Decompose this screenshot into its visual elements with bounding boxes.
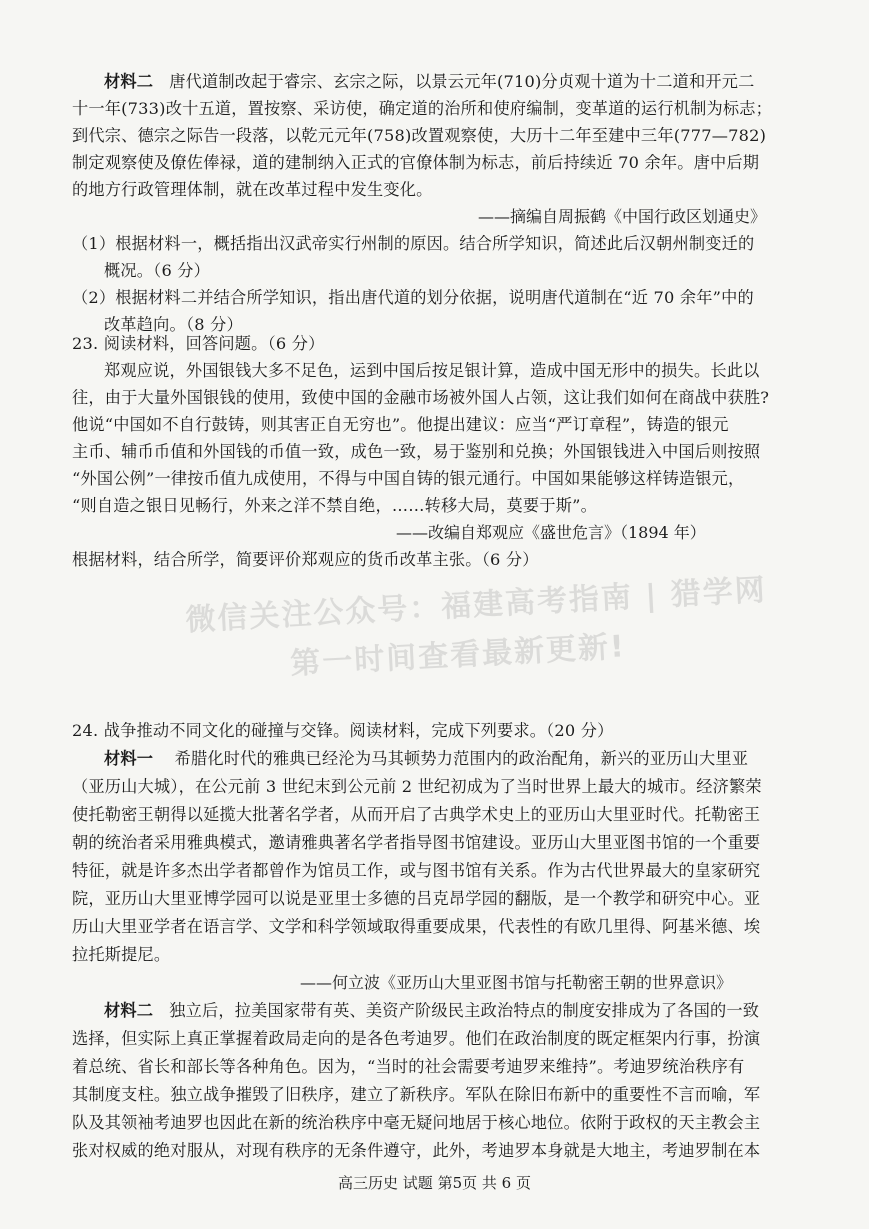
page-footer: 高三历史 试题 第5页 共 6 页 — [338, 1174, 531, 1192]
q23-line-3: 他说“中国如不自行鼓铸，则其害正自无穷也”。他提出建议：应当“严订章程”，铸造的银元 — [72, 415, 729, 434]
q24-material1-line-1: 材料一 希腊化时代的雅典已经沦为马其顿势力范围内的政治配角，新兴的亚历山大里亚 — [104, 749, 749, 768]
watermark-line-1: 微信关注公众号：福建高考指南 | 猎学网 — [184, 572, 768, 639]
q24-material2-line-2: 选择，但实际上真正掌握着政局走向的是各色考迪罗。他们在政治制度的既定框架内行事，扮演 — [72, 1029, 761, 1048]
watermark-line-2: 第一时间查看最新更新! — [289, 629, 627, 682]
q24-material1-line-5: 特征，就是许多杰出学者都曾作为馆员工作，或与图书馆有关系。作为古代世界最大的皇家研究 — [72, 861, 761, 880]
q23-question: 根据材料，结合所学，简要评价郑观应的货币改革主张。（6 分） — [72, 550, 539, 569]
q24-material1-line-8: 拉托斯提尼。 — [72, 945, 171, 964]
tang-material-line-4: 制定观察使及僚佐俸禄，道的建制纳入正式的官僚体制为标志，前后持续近 70 余年。唐中后期 — [72, 153, 760, 172]
material-label: 材料二 — [104, 1001, 154, 1020]
q22-part1-line-2: 概况。（6 分） — [104, 261, 211, 280]
q22-part2-line-1: （2）根据材料二并结合所学知识，指出唐代道的划分依据，说明唐代道制在“近 70 余年”中的 — [72, 288, 754, 307]
q24-material1-line-6: 院，亚历山大里亚博学园可以说是亚里士多德的吕克昂学园的翻版，是一个教学和研究中心。亚 — [72, 889, 761, 908]
tang-material-line-2: 十一年(733)改十五道，置按察、采访使，确定道的治所和使府编制，变革道的运行机制为标志； — [72, 99, 773, 118]
q23-title: 23. 阅读材料，回答问题。（6 分） — [72, 334, 325, 353]
q24-material2-line-3: 着总统、省长和部长等各种角色。因为，“当时的社会需要考迪罗来维持”。考迪罗统治秩序有 — [72, 1057, 745, 1076]
tang-material-line-5: 的地方行政管理体制，就在改革过程中发生变化。 — [72, 180, 433, 199]
q24-material1-line-4: 朝的统治者采用雅典模式，邀请雅典著名学者指导图书馆建设。亚历山大里亚图书馆的一个重要 — [72, 833, 761, 852]
q23-line-4: 主币、辅币币值和外国钱的币值一致，成色一致，易于鉴别和兑换；外国银钱进入中国后则按照 — [72, 442, 761, 461]
q23-source: ——改编自郑观应《盛世危言》（1894 年） — [396, 523, 706, 542]
q24-material2-line-1: 材料二 独立后，拉美国家带有英、美资产阶级民主政治特点的制度安排成为了各国的一致 — [104, 1001, 760, 1020]
q23-line-6: “则自造之银日见畅行，外来之洋不禁自绝，……转移大局，莫要于斯”。 — [72, 496, 597, 515]
q23-line-1: 郑观应说，外国银钱大多不足色，运到中国后按足银计算，造成中国无形中的损失。长此以 — [104, 361, 760, 380]
q24-material1-line-3: 使托勒密王朝得以延揽大批著名学者，从而开启了古典学术史上的亚历山大里亚时代。托勒密王 — [72, 805, 761, 824]
material-label: 材料一 — [104, 749, 154, 768]
tang-material-line-1: 材料二 唐代道制改起于睿宗、玄宗之际，以景云元年(710)分贞观十道为十二道和开元二 — [104, 72, 755, 91]
tang-material-source: ——摘编自周振鹤《中国行政区划通史》 — [478, 207, 767, 226]
q22-part2-line-2: 改革趋向。（8 分） — [104, 315, 243, 334]
q24-material1-line-2: （亚历山大城），在公元前 3 世纪末到公元前 2 世纪初成为了当时世界上最大的城市。经济繁荣 — [72, 777, 762, 796]
material-label: 材料二 — [104, 72, 154, 91]
q24-material1-line-7: 历山大里亚学者在语言学、文学和科学领域取得重要成果，代表性的有欧几里得、阿基米德、埃 — [72, 917, 761, 936]
q23-line-5: “外国公例”一律按币值九成使用，不得与中国自铸的银元通行。中国如果能够这样铸造银元， — [72, 469, 745, 488]
tang-material-line-3: 到代宗、德宗之际告一段落，以乾元元年(758)改置观察使，大历十二年至建中三年(777—782) — [72, 126, 767, 145]
q23-line-2: 往，由于大量外国银钱的使用，致使中国的金融市场被外国人占领，这让我们如何在商战中获胜? — [72, 388, 770, 407]
q24-material2-line-5: 队及其领袖考迪罗也因此在新的统治秩序中毫无疑问地居于核心地位。依附于政权的天主教会主 — [72, 1113, 761, 1132]
q24-material1-source: ——何立波《亚历山大里亚图书馆与托勒密王朝的世界意识》 — [300, 973, 733, 992]
q24-title: 24. 战争推动不同文化的碰撞与交锋。阅读材料，完成下列要求。（20 分） — [72, 721, 614, 740]
q22-part1-line-1: （1）根据材料一，概括指出汉武帝实行州制的原因。结合所学知识，简述此后汉朝州制变迁的 — [72, 234, 755, 253]
q24-material2-line-4: 其制度支柱。独立战争摧毁了旧秩序，建立了新秩序。军队在除旧布新中的重要性不言而喻，军 — [72, 1085, 761, 1104]
q24-material2-line-6: 张对权威的绝对服从，对现有秩序的无条件遵守，此外，考迪罗本身就是大地主，考迪罗制在本 — [72, 1141, 761, 1160]
